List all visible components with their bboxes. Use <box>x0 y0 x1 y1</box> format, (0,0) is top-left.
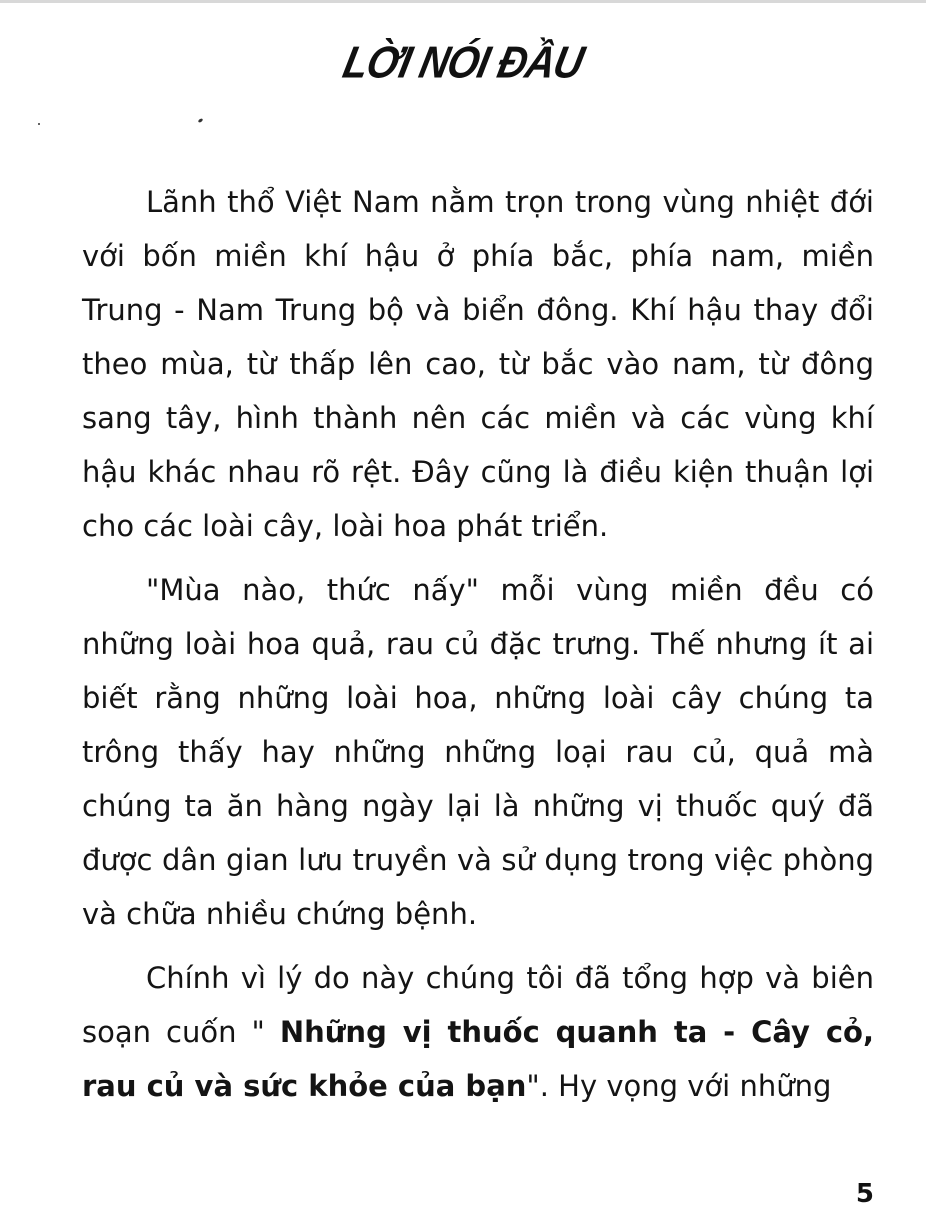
scan-speck <box>198 118 204 123</box>
paragraph-3-continuation: ". Hy vọng với những <box>526 1069 832 1103</box>
body-text <box>82 175 874 1113</box>
scan-speck <box>38 123 40 125</box>
paragraph-3-intro: Chính vì lý do này chúng tôi đã tổng hợp và biên soạn cuốn " <box>82 961 874 1049</box>
page-number: 5 <box>855 1179 874 1209</box>
paragraph-3 <box>82 951 874 1113</box>
paragraph-1: Lãnh thổ Việt Nam nằm trọn trong vùng nhiệt đới với bốn miền khí hậu ở phía bắc, phía nam, miền Trung - Nam Trung bộ và biển đông. Khí hậu thay đổi theo mùa, từ thấp lên cao, từ bắc vào nam, từ đông sang tây, hình thành nên các miền và các vùng khí hậu khác nhau rõ rệt. Đây cũng là điều kiện thuận lợi cho các loài cây, loài hoa phát triển. <box>82 185 874 543</box>
paragraph-2: "Mùa nào, thức nấy" mỗi vùng miền đều có những loài hoa quả, rau củ đặc trưng. Thế nhưng ít ai biết rằng những loài hoa, những loài cây chúng ta trông thấy hay những những loại rau củ, quả mà chúng ta ăn hàng ngày lại là những vị thuốc quý đã được dân gian lưu truyền và sử dụng trong việc phòng và chữa nhiều chứng bệnh. <box>82 573 874 931</box>
page-title: LỜI NÓI ĐẦU <box>338 38 588 88</box>
book-title: Những vị thuốc quanh ta - Cây cỏ, rau củ và sức khỏe của bạn <box>82 1015 874 1103</box>
